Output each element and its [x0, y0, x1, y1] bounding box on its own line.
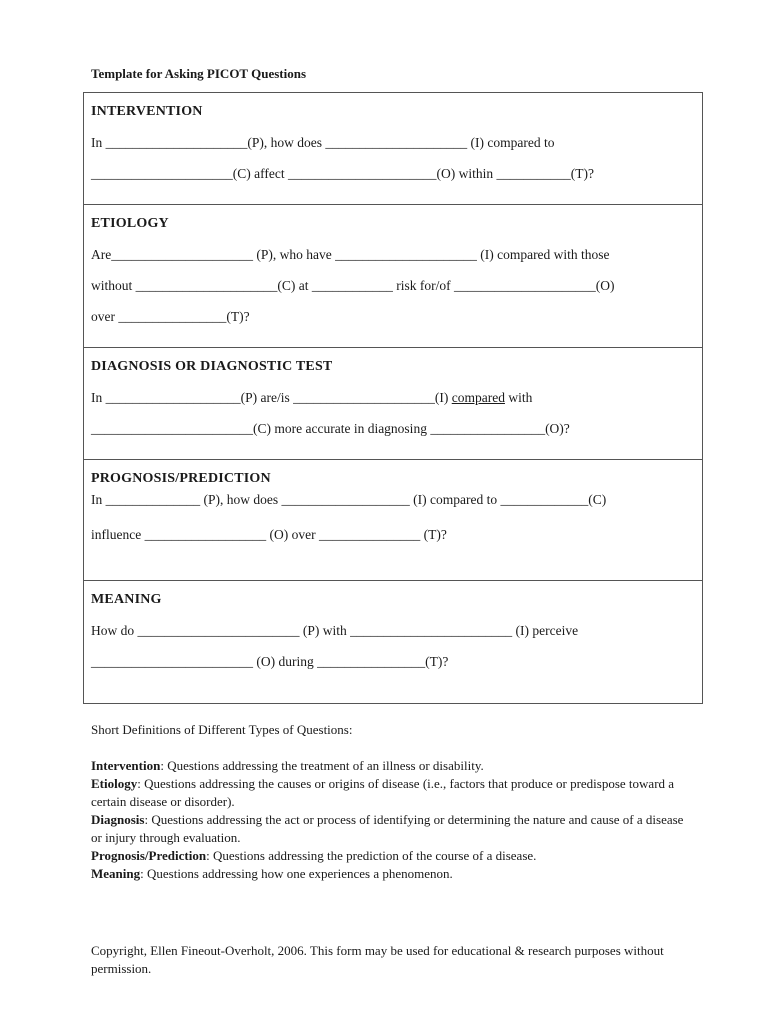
- prognosis-heading: PROGNOSIS/PREDICTION: [91, 471, 271, 486]
- section-diagnosis: [84, 348, 702, 460]
- definitions-intro: Short Definitions of Different Types of Questions:: [91, 722, 353, 737]
- definition-text: : Questions addressing the act or process of identifying or determining the nature and cause of a disease or injury through evaluation.: [91, 812, 684, 845]
- meaning-heading: MEANING: [91, 592, 162, 607]
- diagnosis-line-1-end: with: [504, 390, 533, 405]
- intervention-line-1: In _____________________(P), how does _____________________ (I) compared to: [91, 135, 555, 150]
- section-meaning: [84, 581, 702, 703]
- etiology-heading: ETIOLOGY: [91, 216, 169, 231]
- diagnosis-line-2: ________________________(C) more accurate in diagnosing _________________(O)?: [91, 421, 570, 436]
- document-title: Template for Asking PICOT Questions: [91, 66, 307, 81]
- etiology-line-3: over ________________(T)?: [91, 309, 250, 324]
- definition-term: Prognosis/Prediction: [91, 848, 207, 863]
- prognosis-line-1: In ______________ (P), how does ___________________ (I) compared to _____________(C): [91, 492, 607, 507]
- diagnosis-line-1-start: In ____________________(P) are/is _____________________(I): [91, 390, 452, 405]
- meaning-line-2: ________________________ (O) during ________________(T)?: [91, 654, 449, 669]
- copyright-notice: Copyright, Ellen Fineout-Overholt, 2006. This form may be used for educational & research purposes without permission.: [91, 943, 664, 976]
- definition-text: : Questions addressing the causes or origins of disease (i.e., factors that produce or predispose toward a certain disease or disorder).: [91, 776, 675, 809]
- diagnosis-line-1: [91, 390, 532, 406]
- section-prognosis: [84, 460, 702, 581]
- diagnosis-heading: DIAGNOSIS OR DIAGNOSTIC TEST: [91, 359, 333, 374]
- section-etiology: [84, 205, 702, 348]
- etiology-line-2: without _____________________(C) at ____________ risk for/of _____________________(O): [91, 278, 615, 293]
- definition-item: [91, 811, 691, 847]
- etiology-line-1: Are_____________________ (P), who have _____________________ (I) compared with those: [91, 247, 610, 262]
- definition-text: : Questions addressing how one experiences a phenomenon.: [140, 866, 453, 881]
- definition-term: Etiology: [91, 776, 138, 791]
- definition-term: Diagnosis: [91, 812, 145, 827]
- intervention-heading: INTERVENTION: [91, 104, 203, 119]
- section-intervention: [84, 93, 702, 205]
- definition-item: [91, 775, 691, 811]
- prognosis-line-2: influence __________________ (O) over _______________ (T)?: [91, 527, 447, 542]
- picot-form-table: [83, 92, 703, 704]
- definitions-list: [91, 757, 691, 883]
- definition-item: [91, 847, 691, 865]
- definition-text: : Questions addressing the treatment of an illness or disability.: [160, 758, 484, 773]
- intervention-line-2: _____________________(C) affect ______________________(O) within ___________(T)?: [91, 166, 594, 181]
- definition-text: : Questions addressing the prediction of the course of a disease.: [206, 848, 537, 863]
- definition-item: [91, 865, 691, 883]
- definition-term: Meaning: [91, 866, 141, 881]
- definition-item: [91, 757, 691, 775]
- compared-underlined: compared: [451, 390, 505, 405]
- definition-term: Intervention: [91, 758, 161, 773]
- meaning-line-1: How do ________________________ (P) with ________________________ (I) perceive: [91, 623, 579, 638]
